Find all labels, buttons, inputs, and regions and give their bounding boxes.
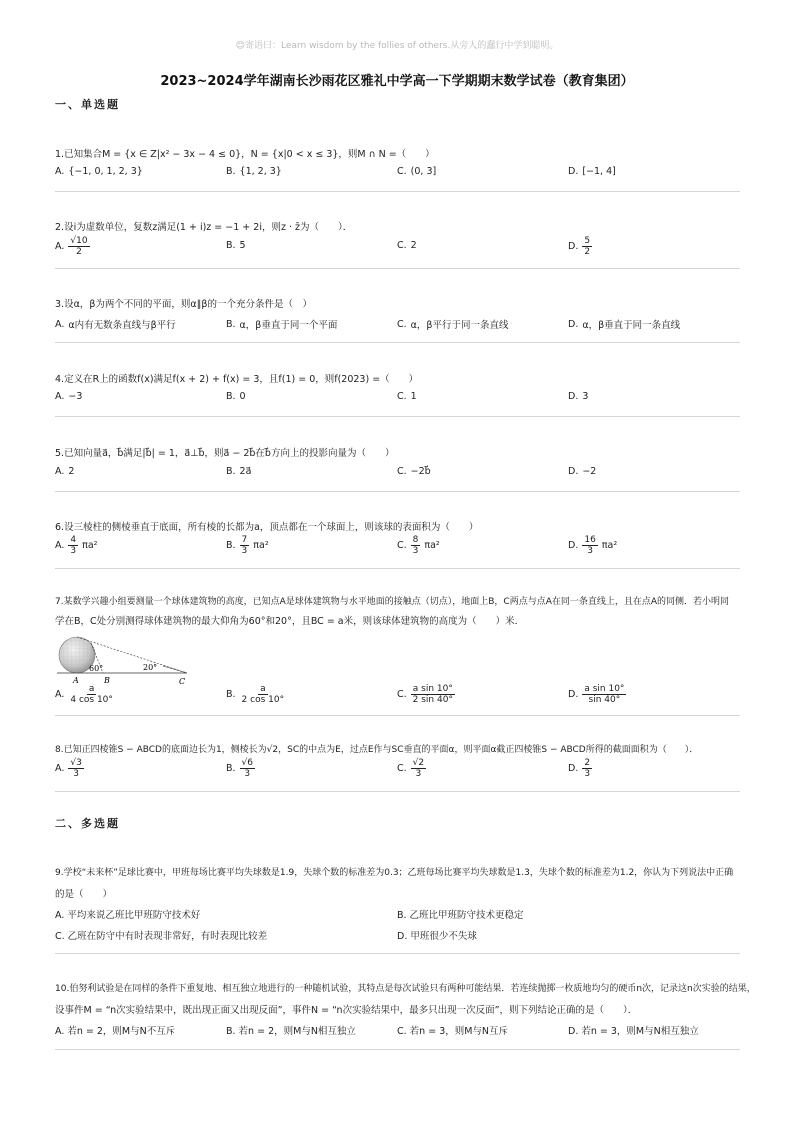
question-4-stem: 4.定义在R上的函数f(x)满足f(x + 2) + f(x) = 3，且f(1) = 0，则f(2023) =（ ） <box>55 374 419 385</box>
q8-option-a[interactable] <box>55 758 84 779</box>
option-label: D. <box>568 166 579 177</box>
q5-option-b[interactable] <box>226 466 251 477</box>
option-text: πa² <box>82 540 98 551</box>
motto-header: 😊寄语曰：Learn wisdom by the follies of others.从旁人的蠢行中学到聪明。 <box>235 41 559 51</box>
q6-option-b[interactable] <box>226 535 269 556</box>
point-a-label: A <box>73 676 79 685</box>
q10-option-b[interactable] <box>226 1023 356 1037</box>
q9-option-a[interactable] <box>55 907 200 921</box>
option-label: C. <box>397 540 407 551</box>
question-1-stem: 1.已知集合M = {x ∈ Z|x² − 3x − 4 ≤ 0}，N = {x|0 < x ≤ 3}，则M ∩ N =（ ） <box>55 149 435 160</box>
question-3-stem: 3.设α，β为两个不同的平面，则α∥β的一个充分条件是（ ） <box>55 299 312 310</box>
sphere-building-figure <box>55 628 195 688</box>
option-text: −3 <box>68 391 83 402</box>
option-text: {−1, 0, 1, 2, 3} <box>68 166 143 177</box>
option-text: D. 若n = 3，则M与N相互独立 <box>568 1026 699 1037</box>
q6-option-c[interactable] <box>397 535 440 556</box>
divider <box>55 416 740 417</box>
q7-option-d[interactable] <box>568 684 626 705</box>
q10-option-c[interactable] <box>397 1023 508 1037</box>
option-label: B. <box>226 466 236 477</box>
option-text: −2 <box>582 466 597 477</box>
divider <box>55 342 740 343</box>
section-multi-choice: 二、多选题 <box>55 817 120 830</box>
fraction: $\frac{5}{2}$ <box>584 236 591 257</box>
option-text: πa² <box>424 540 440 551</box>
divider <box>55 191 740 192</box>
question-6-stem: 6.设三棱柱的侧棱垂直于底面，所有棱的长都为a，顶点都在一个球面上，则该球的表面积为（ ） <box>55 522 479 533</box>
option-text: {1, 2, 3} <box>239 166 282 177</box>
fraction: $\frac{√2}{3}$ <box>412 758 425 779</box>
option-label: C. <box>397 466 407 477</box>
option-text: C. 乙班在防守中有时表现非常好，有时表现比较差 <box>55 931 268 942</box>
question-9-stem-line2: 的是（ ） <box>55 889 113 900</box>
option-label: B. <box>226 689 236 700</box>
option-label: D. <box>568 241 579 252</box>
q2-option-d[interactable] <box>568 236 592 257</box>
option-label: C. <box>397 240 407 251</box>
q4-option-d[interactable] <box>568 391 588 402</box>
fraction: $\frac{√6}{3}$ <box>241 758 254 779</box>
q4-option-b[interactable] <box>226 391 246 402</box>
option-label: B. <box>226 540 236 551</box>
fraction: $\frac{8}{3}$ <box>412 535 419 556</box>
q4-option-c[interactable] <box>397 391 417 402</box>
option-label: D. <box>568 540 579 551</box>
divider <box>55 1049 740 1050</box>
option-text: α，β平行于同一条直线 <box>410 320 509 331</box>
option-text: B. 乙班比甲班防守技术更稳定 <box>397 910 524 921</box>
option-label: C. <box>397 391 407 402</box>
option-label: C. <box>397 689 407 700</box>
option-label: A. <box>55 241 65 252</box>
option-label: C. <box>397 318 407 330</box>
q4-option-a[interactable] <box>55 391 82 402</box>
fraction: $\frac{4}{3}$ <box>70 535 77 556</box>
fraction: $\frac{√10}{2}$ <box>70 236 88 257</box>
option-text: α内有无数条直线与β平行 <box>68 320 176 331</box>
divider <box>55 491 740 492</box>
option-label: D. <box>568 391 579 402</box>
option-label: A. <box>55 391 65 402</box>
q1-option-c[interactable] <box>397 166 436 177</box>
q9-option-b[interactable] <box>397 907 524 921</box>
option-text: α，β垂直于同一个平面 <box>239 320 338 331</box>
option-text: α，β垂直于同一条直线 <box>582 320 681 331</box>
option-label: A. <box>55 318 65 330</box>
q1-option-b[interactable] <box>226 166 282 177</box>
q2-option-c[interactable] <box>397 240 417 251</box>
option-label: B. <box>226 240 236 251</box>
q9-option-d[interactable] <box>397 928 477 942</box>
question-10-stem-line2: 设事件M = “n次实验结果中，既出现正面又出现反面”，事件N = “n次实验结果中，最多只出现一次反面”，则下列结论正确的是（ ）． <box>55 1005 638 1016</box>
q8-option-d[interactable] <box>568 758 592 779</box>
option-text: πa² <box>253 540 269 551</box>
option-label: B. <box>226 763 236 774</box>
q2-option-b[interactable] <box>226 240 246 251</box>
option-label: B. <box>226 318 236 330</box>
q8-option-c[interactable] <box>397 758 426 779</box>
option-text: A. 平均来说乙班比甲班防守技术好 <box>55 910 201 921</box>
option-label: A. <box>55 689 65 700</box>
q9-option-c[interactable] <box>55 928 267 942</box>
divider <box>55 791 740 792</box>
option-text: A. 若n = 2，则M与N不互斥 <box>55 1026 176 1037</box>
option-text: [−1, 4] <box>582 166 616 177</box>
q5-option-d[interactable] <box>568 466 596 477</box>
page-title: 2023~2024学年湖南长沙雨花区雅礼中学高一下学期期末数学试卷（教育集团） <box>160 74 634 89</box>
fraction: $\frac{\text{a sin 10°}}{2 \sin 40^\circ}$ <box>412 684 453 705</box>
option-text: 2 <box>410 240 417 251</box>
option-label: D. <box>568 689 579 700</box>
option-text: 1 <box>410 391 417 402</box>
option-label: A. <box>55 763 65 774</box>
fraction: $\frac{a}{2 \cos 10^\circ}$ <box>241 684 285 705</box>
question-9-stem-line1: 9.学校“未来杯”足球比赛中，甲班每场比赛平均失球数是1.9，失球个数的标准差为0.3；乙班每场比赛平均失球数是1.3，失球个数的标准差为1.2，你认为下列说法中正确 <box>55 868 734 878</box>
divider <box>55 568 740 569</box>
option-text: 3 <box>582 391 589 402</box>
q1-option-a[interactable] <box>55 166 143 177</box>
option-label: C. <box>397 166 407 177</box>
point-b-label: B <box>104 676 110 685</box>
option-label: D. <box>568 466 579 477</box>
option-text: 2 <box>68 466 75 477</box>
option-label: B. <box>226 166 236 177</box>
option-text: (0, 3] <box>410 166 437 177</box>
q10-option-a[interactable] <box>55 1023 175 1037</box>
q3-option-b[interactable] <box>226 317 337 331</box>
divider <box>55 715 740 716</box>
question-8-stem: 8.已知正四棱锥S − ABCD的底面边长为1，侧棱长为√2，SC的中点为E，过点E作与SC垂直的平面α，则平面α截正四棱锥S − ABCD所得的截面面积为（ ）． <box>55 745 699 755</box>
option-label: A. <box>55 466 65 477</box>
sight-line-c-solid <box>163 666 187 673</box>
option-label: D. <box>568 763 579 774</box>
q6-option-d[interactable] <box>568 535 617 556</box>
option-text: 0 <box>239 391 246 402</box>
option-label: A. <box>55 540 65 551</box>
option-label: A. <box>55 166 65 177</box>
question-7-stem-line2: 学在B，C处分别测得球体建筑物的最大仰角为60°和20°，且BC = a米，则该球体建筑物的高度为（ ）米． <box>55 616 525 627</box>
q3-option-a[interactable] <box>55 317 176 331</box>
option-text: πa² <box>601 540 618 551</box>
q5-option-a[interactable] <box>55 466 74 477</box>
option-text: −2b⃗ <box>410 466 431 477</box>
option-text: D. 甲班很少不失球 <box>397 931 477 942</box>
question-7-stem-line1: 7.某数学兴趣小组要测量一个球体建筑物的高度，已知点A是球体建筑物与水平地面的接触点（切点），地面上B，C两点与点A在同一条直线上，且在点A的同侧．若小明同 <box>55 597 730 607</box>
divider <box>55 953 740 954</box>
option-label: B. <box>226 391 236 402</box>
point-c-label: C <box>179 677 186 686</box>
q3-option-d[interactable] <box>568 317 680 331</box>
fraction: $\frac{16}{3}$ <box>584 535 596 556</box>
fraction: $\frac{a}{4 \cos 10^\circ}$ <box>70 684 113 705</box>
q8-option-b[interactable] <box>226 758 255 779</box>
fraction: $\frac{√3}{3}$ <box>70 758 82 779</box>
q10-option-d[interactable] <box>568 1023 699 1037</box>
angle-60-label: 60° <box>89 664 104 673</box>
question-10-stem-line1: 10.伯努利试验是在同样的条件下重复地、相互独立地进行的一种随机试验，其特点是每次试验只有两种可能结果．若连续抛掷一枚质地均匀的硬币n次，记录这n次实验的结果， <box>55 984 756 994</box>
option-text: 5 <box>239 240 246 251</box>
fraction: $\frac{\text{a sin 10°}}{\sin 40^\circ}$ <box>584 684 625 705</box>
q7-option-c[interactable] <box>397 684 455 705</box>
q7-option-a[interactable] <box>55 684 115 705</box>
option-label: D. <box>568 318 579 330</box>
angle-20-label: 20° <box>143 663 158 672</box>
q2-option-a[interactable] <box>55 236 90 257</box>
q3-option-c[interactable] <box>397 317 508 331</box>
option-text: 2a⃗ <box>239 466 252 477</box>
q6-option-a[interactable] <box>55 535 97 556</box>
question-2-stem: 2.设i为虚数单位，复数z满足(1 + i)z = −1 + 2i，则z · z̄为（ ）． <box>55 222 353 233</box>
q1-option-d[interactable] <box>568 166 616 177</box>
fraction: $\frac{2}{3}$ <box>584 758 591 779</box>
option-text: C. 若n = 3，则M与N互斥 <box>397 1026 509 1037</box>
divider <box>55 268 740 269</box>
option-text: B. 若n = 2，则M与N相互独立 <box>226 1026 356 1037</box>
question-5-stem: 5.已知向量a⃗，b⃗满足|b⃗| = 1，a⃗⊥b⃗，则a⃗ − 2b⃗在b⃗方向上的投影向量为（ ） <box>55 448 395 459</box>
q7-option-b[interactable] <box>226 684 286 705</box>
q5-option-c[interactable] <box>397 466 431 477</box>
option-label: C. <box>397 763 407 774</box>
section-single-choice: 一、单选题 <box>55 98 120 111</box>
fraction: $\frac{7}{3}$ <box>241 535 248 556</box>
